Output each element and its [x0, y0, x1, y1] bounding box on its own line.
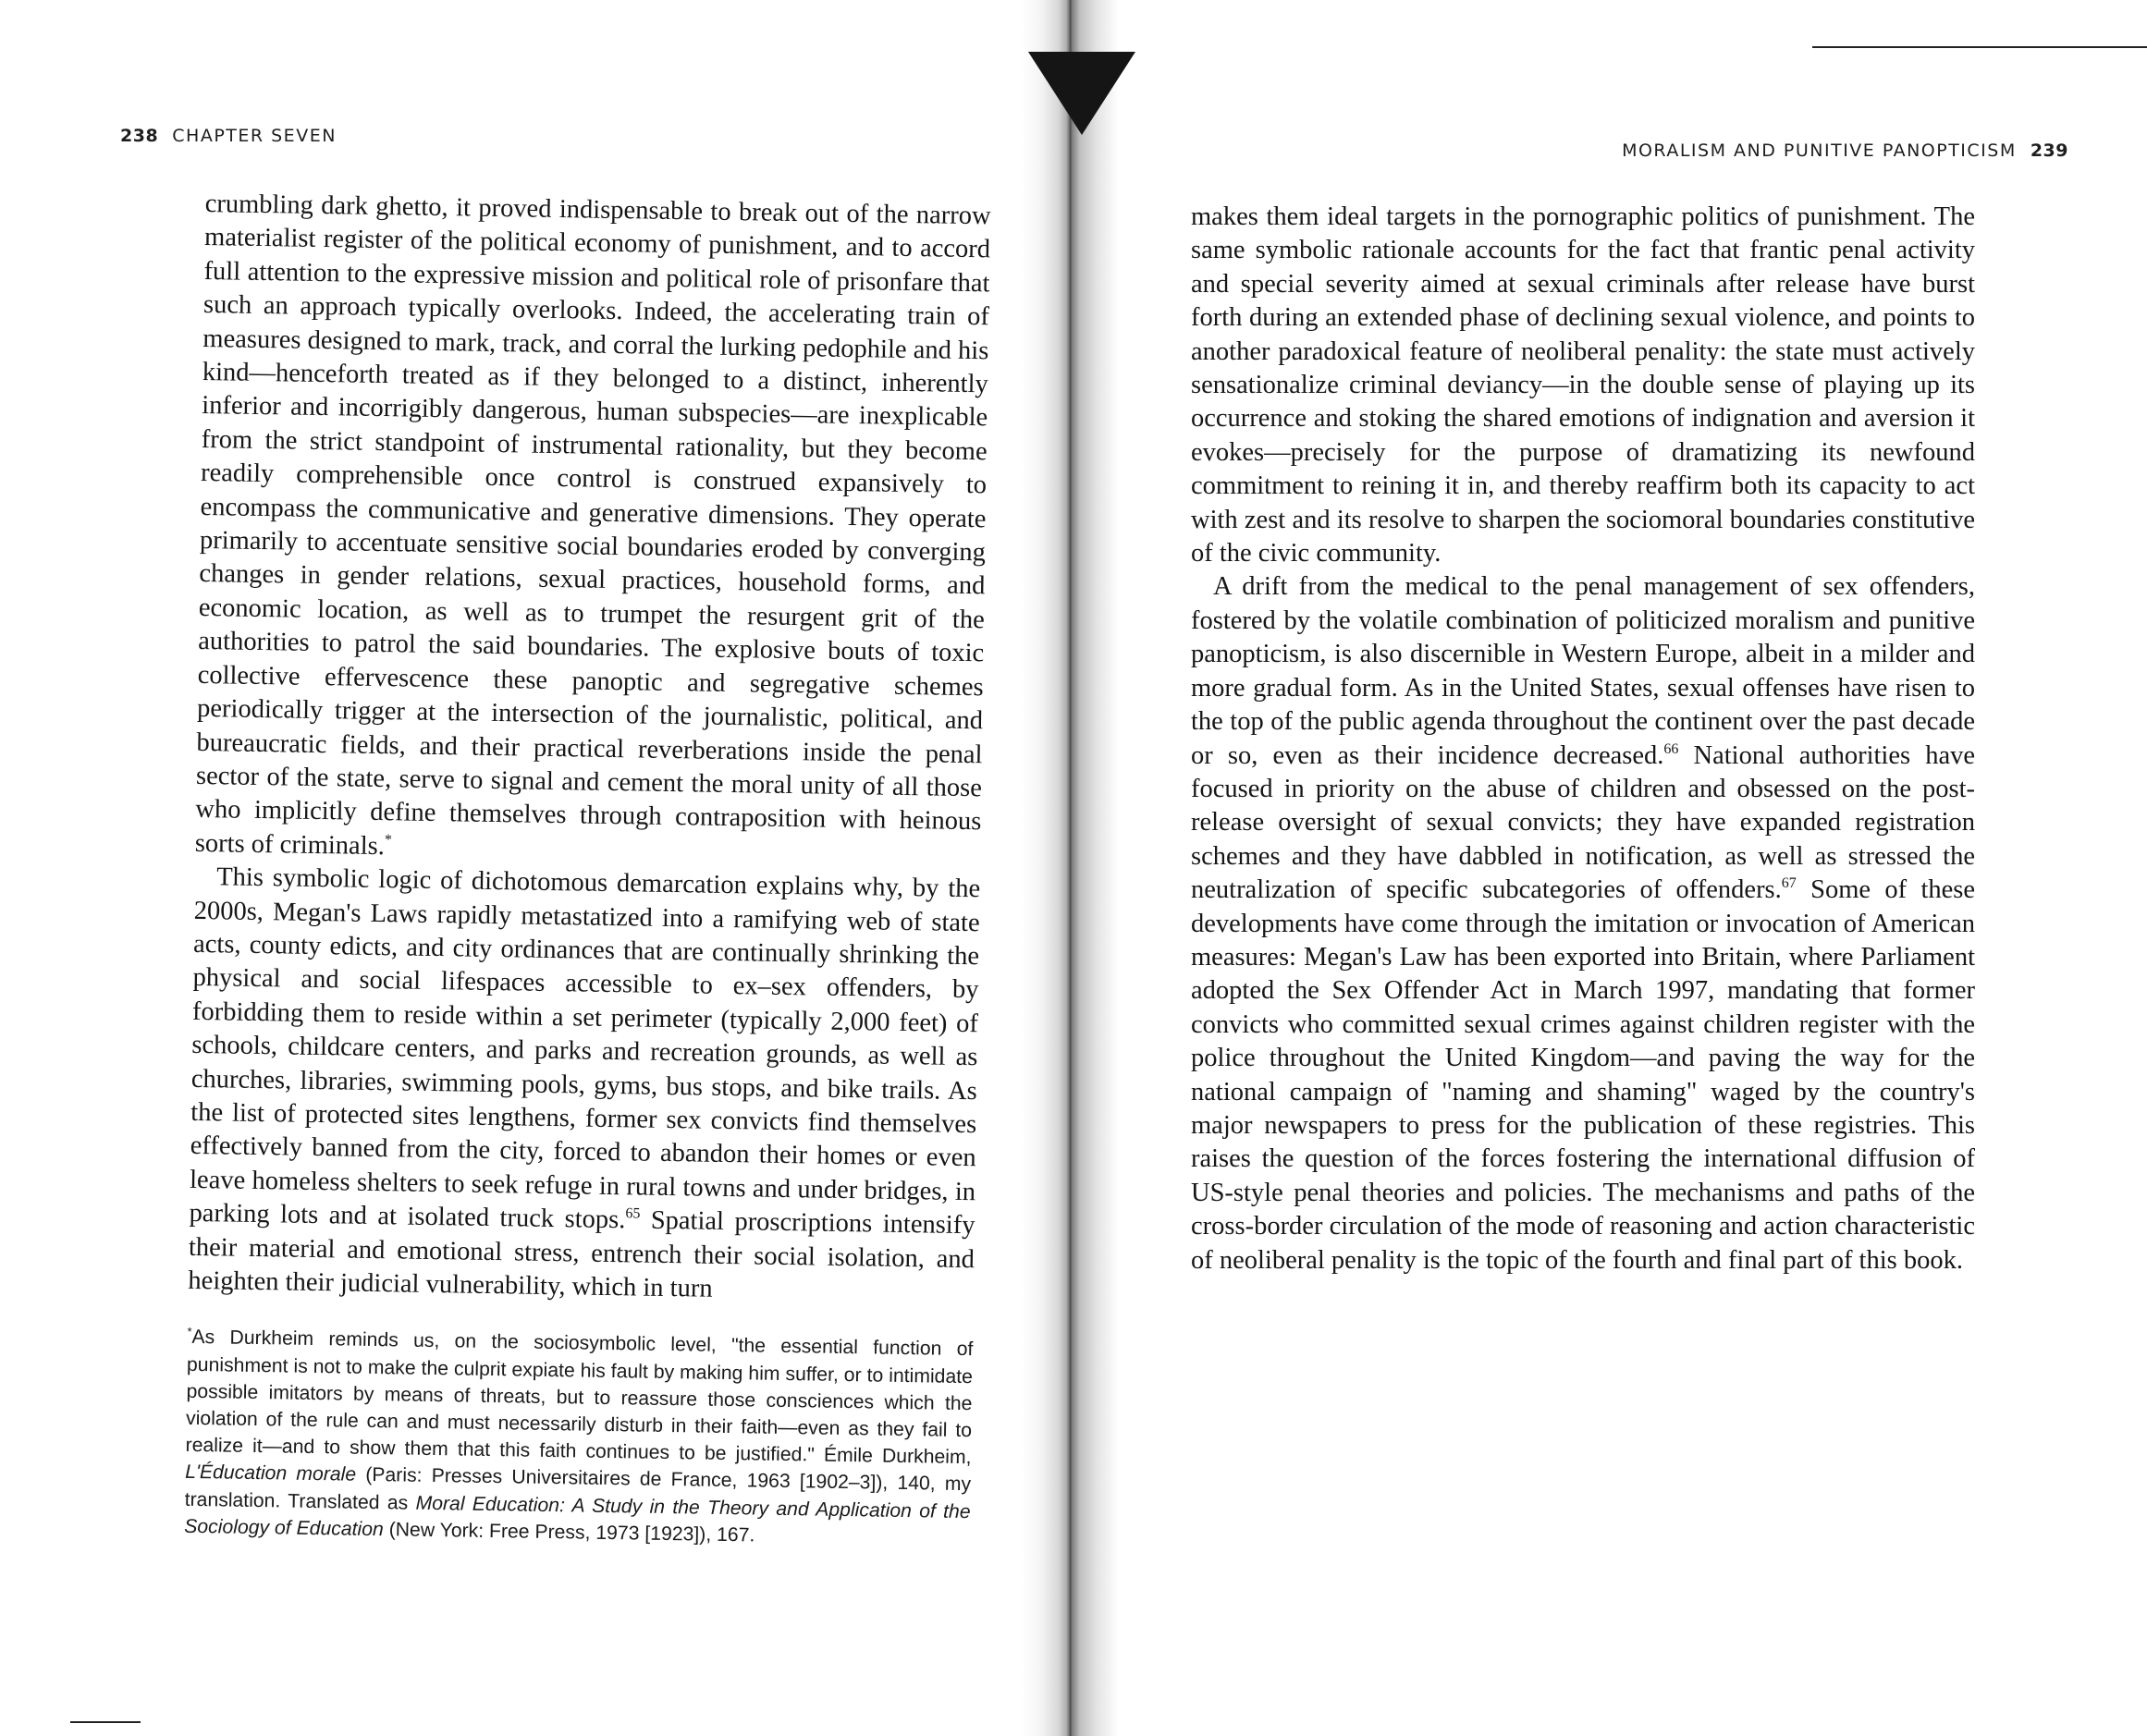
left-text-block: [184, 188, 991, 1552]
footnote-title-2: Moral Education: A Study in the Theory and Application of the Sociology of Education: [184, 1492, 971, 1541]
footnote-text: As Durkheim reminds us, on the sociosymbolic level, "the essential function of punishment is not to make the culprit expiate his fault by making him suffer, or to intimidate possible imitators by means of threats, but to reassure those consciences which the violation of the rule can and must necessarily disturb in their faith—even as they fail to realize it—and to show them that this faith continues to be justified." Émile Durkheim,: [185, 1326, 974, 1469]
footnote-marker: *: [384, 831, 393, 848]
left-paragraph-2: [188, 861, 980, 1311]
left-paragraph-1-text: crumbling dark ghetto, it proved indispensable to break out of the narrow materialist register of the political economy of punishment, and to accord full attention to the expressive mission and political role of prisonfare that such an approach typically overlooks. Indeed, the accelerating train of measures designed to mark, track, and corral the lurking pedophile and his kind—henceforth treated as if they belonged to a distinct, inherently inferior and incorrigibly dangerous, human subspecies—are inexplicable from the strict standpoint of instrumental rationality, but they become readily comprehensible once control is construed expansively to encompass the communicative and generative dimensions. They operate primarily to accentuate sensitive social boundaries eroded by converging changes in gender relations, sexual practices, household forms, and economic location, as well as to trumpet the resurgent grit of the authorities to patrol the said boundaries. The explosive bouts of toxic collective effervescence these panoptic and segregative schemes periodically trigger at the intersection of the journalistic, political, and bureaucratic fields, and their practical reverberations inside the penal sector of the state, serve to signal and cement the moral unity of all those who implicitly define themselves through contraposition with heinous sorts of criminals.: [194, 189, 991, 861]
left-paragraph-2-tail: Spatial proscriptions intensify their material and emotional stress, entrench their social isolation, and heighten their judicial vulnerability, which in turn: [188, 1205, 975, 1303]
footnote-mid: (Paris: Presses Universitaires de France, 1963 [1902–3]), 140, my translation. Translated as: [184, 1464, 972, 1514]
footnote-end: (New York: Free Press, 1973 [1923]), 167.: [388, 1519, 755, 1547]
right-page-number: 239: [2030, 141, 2068, 161]
note-ref-66: 66: [1663, 740, 1679, 757]
right-running-head: [1622, 141, 2068, 161]
right-paragraph-2-b: National authorities have focused in priority on the abuse of children and obsessed on the post-release oversight of sexual convicts; they have expanded registration schemes and they have dabbled in notification, as well as stressed the neutralization of specific subcategories of offenders.: [1191, 740, 1975, 905]
footnote-marker-note: *: [187, 1325, 192, 1339]
left-page-number: 238: [120, 126, 159, 146]
note-ref-67: 67: [1781, 875, 1797, 892]
left-page: [0, 0, 1054, 1736]
left-paragraph-1: [195, 188, 991, 873]
right-paragraph-1: makes them ideal targets in the pornographic politics of punishment. The same symbolic rationale accounts for the fact that frantic penal activity and special severity aimed at sexual criminals after release have burst forth during an extended phase of declining sexual violence, and points to another paradoxical feature of neoliberal penality: the state must actively sensationalize criminal deviancy—in the double sense of playing up its occurrence and stoking the shared emotions of indignation and aversion it evokes—precisely for the purpose of dramatizing its newfound commitment to reining it in, and thereby reaffirm both its capacity to act with zest and its resolve to sharpen the sociomoral boundaries constitutive of the civic community.: [1191, 202, 1975, 568]
footnote: [184, 1324, 974, 1552]
right-paragraph-2-a: A drift from the medical to the penal management of sex offenders, fostered by the volatile combination of politicized moralism and punitive panopticism, is also discernible in Western Europe, albeit in a milder and more gradual form. As in the United States, sexual offenses have risen to the top of the public agenda throughout the continent over the past decade or so, even as their incidence decreased.: [1191, 572, 1975, 770]
footnote-title-1: L'Éducation morale: [184, 1461, 357, 1486]
left-running-head: [120, 126, 337, 146]
right-paragraph-2-c: Some of these developments have come through the imitation or invocation of American measures: Megan's Law has been exported into Britain, where Parliament adopted the Sex Offender Act in March 1997, mandating that former convicts who committed sexual crimes against children register with the police throughout the United Kingdom—and paving the way for the national campaign of "naming and shaming" waged by the country's major newspapers to press for the publication of these registries. This raises the question of the forces fostering the international diffusion of US-style penal theories and policies. The mechanisms and paths of the cross-border circulation of the mode of reasoning and action characteristic of neoliberal penality is the topic of the fourth and final part of this book.: [1191, 875, 1976, 1275]
right-text-block: [1191, 201, 1975, 1278]
left-chapter-title: CHAPTER SEVEN: [172, 126, 337, 146]
right-paragraph-2: [1191, 570, 1975, 1278]
right-chapter-title: MORALISM AND PUNITIVE PANOPTICISM: [1622, 141, 2017, 161]
right-page: [1096, 0, 2147, 1736]
note-ref-65: 65: [625, 1205, 641, 1222]
left-paragraph-2-text: This symbolic logic of dichotomous demarcation explains why, by the 2000s, Megan's Laws rapidly metastatized into a ramifying web of state acts, county edicts, and city ordinances that are continually shrinking the physical and social lifespaces accessible to ex–sex offenders, by forbidding them to reside within a set perimeter (typically 2,000 feet) of schools, childcare centers, and parks and recreation grounds, as well as churches, libraries, swimming pools, gyms, bus stops, and bike trails. As the list of protected sites lengthens, former sex convicts find themselves effectively banned from the city, forced to abandon their homes or even leave homeless shelters to seek refuge in rural towns and under bridges, in parking lots and at isolated truck stops.: [189, 862, 981, 1235]
